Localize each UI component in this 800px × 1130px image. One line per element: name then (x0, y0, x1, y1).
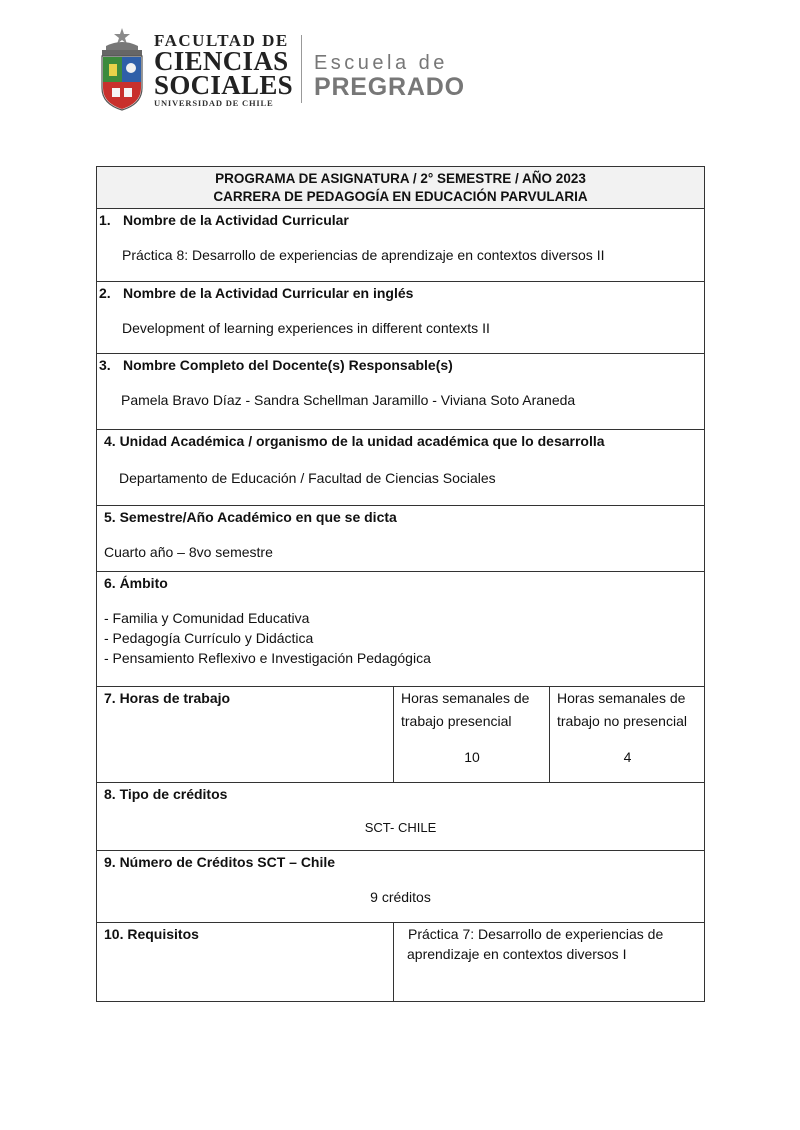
section-3-title: Nombre Completo del Docente(s) Responsable(s) (123, 357, 453, 373)
section-6-item: - Pedagogía Currículo y Didáctica (104, 630, 314, 646)
university-seal-icon (96, 26, 148, 112)
no-presencial-label-1: Horas semanales de (557, 690, 686, 706)
section-1-number: 1. (99, 212, 111, 228)
section-10-value-cell (393, 923, 704, 1001)
logo-divider (301, 35, 302, 103)
section-7-title: 7. Horas de trabajo (104, 690, 231, 706)
no-presencial-hours-cell (549, 687, 704, 782)
section-7-columns (97, 687, 704, 782)
faculty-logo (96, 24, 465, 114)
program-table (96, 166, 705, 1002)
section-5-title: 5. Semestre/Año Académico en que se dicta (104, 509, 397, 525)
section-8 (97, 782, 704, 850)
section-4 (97, 429, 704, 505)
faculty-top-text: FACULTAD DE (154, 31, 289, 51)
section-4-value: Departamento de Educación / Facultad de Ciencias Sociales (119, 470, 496, 486)
university-name: UNIVERSIDAD DE CHILE (154, 98, 274, 109)
heading-line-1: PROGRAMA DE ASIGNATURA / 2° SEMESTRE / AÑO 2023 (215, 171, 586, 186)
section-1-value: Práctica 8: Desarrollo de experiencias de aprendizaje en contextos diversos II (122, 247, 605, 263)
section-10-columns (97, 923, 704, 1001)
section-10-title: 10. Requisitos (104, 926, 199, 942)
presencial-hours-cell (393, 687, 549, 782)
section-3-number: 3. (99, 357, 111, 373)
faculty-line-2: SOCIALES (154, 70, 293, 101)
section-2 (97, 281, 704, 353)
section-4-title: 4. Unidad Académica / organismo de la unidad académica que lo desarrolla (104, 433, 605, 449)
section-9-title: 9. Número de Créditos SCT – Chile (104, 854, 336, 870)
school-name (314, 53, 465, 100)
presencial-value: 10 (464, 749, 480, 765)
section-6 (97, 571, 704, 686)
school-big-text: PREGRADO (313, 72, 465, 101)
section-1-title: Nombre de la Actividad Curricular (123, 212, 349, 228)
faculty-name (154, 30, 293, 108)
school-top-text: Escuela de (313, 51, 448, 74)
table-heading (97, 167, 704, 208)
section-8-value: SCT- CHILE (364, 820, 437, 835)
faculty-line-1: CIENCIAS (154, 46, 289, 77)
section-5 (97, 505, 704, 571)
section-9 (97, 850, 704, 922)
section-3 (97, 353, 704, 429)
section-2-number: 2. (99, 285, 111, 301)
section-5-value: Cuarto año – 8vo semestre (104, 544, 273, 560)
section-3-value: Pamela Bravo Díaz - Sandra Schellman Jaramillo - Viviana Soto Araneda (121, 392, 576, 408)
section-6-item: - Familia y Comunidad Educativa (104, 610, 310, 626)
heading-line-2: CARRERA DE PEDAGOGÍA EN EDUCACIÓN PARVULARIA (213, 189, 588, 204)
presencial-label-2: trabajo presencial (401, 713, 512, 729)
section-7-title-cell (97, 687, 393, 782)
no-presencial-label-2: trabajo no presencial (557, 713, 687, 729)
section-7 (97, 686, 704, 782)
section-10 (97, 922, 704, 1001)
section-1 (97, 208, 704, 281)
no-presencial-value: 4 (623, 749, 632, 765)
section-2-value: Development of learning experiences in different contexts II (122, 320, 490, 336)
section-6-title: 6. Ámbito (104, 575, 168, 591)
section-10-value-2: aprendizaje en contextos diversos I (407, 946, 627, 962)
section-6-item: - Pensamiento Reflexivo e Investigación Pedagógica (104, 650, 431, 666)
section-9-value: 9 créditos (370, 889, 431, 905)
section-10-value-1: Práctica 7: Desarrollo de experiencias de (408, 926, 664, 942)
presencial-label-1: Horas semanales de (401, 690, 530, 706)
section-2-title: Nombre de la Actividad Curricular en inglés (123, 285, 414, 301)
section-8-title: 8. Tipo de créditos (104, 786, 228, 802)
section-10-title-cell (97, 923, 393, 1001)
